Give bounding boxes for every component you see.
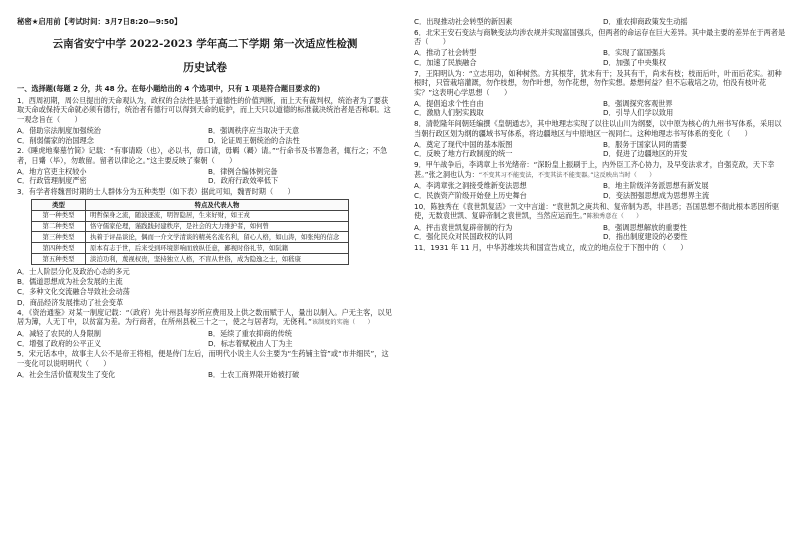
table-cell-desc: 恪守儒家伦理，谨践践封建秩序，是社会的大力维护者，如何曾	[86, 221, 349, 232]
q9-option-c[interactable]: C．民族资产阶级开始登上历史舞台	[414, 190, 527, 200]
question-4-options	[17, 329, 393, 348]
q7-option-b[interactable]: B．强调探究客观世界	[603, 98, 673, 108]
question-8-stem: 8．清乾隆年间朝廷编撰《皇朝通志》，其中地理志实现了以往以山川为纲要，以中原为核心的九州书写体系，采用以当朝行政区划为纲的疆域书写体系，将边疆地区与中原地区一视同仁。这种地理志书写体系的变化（ ）	[414, 119, 782, 138]
q7-option-c[interactable]: C．激励人们躬实践取	[414, 108, 484, 118]
table-cell-type: 第三种类型	[32, 232, 86, 243]
q4-note: 该制度的实施（ ）	[311, 319, 374, 327]
question-6-stem: 6．北宋王安石变法与商鞅变法均涉农规并实现富国强兵，但两者的命运存在巨大差异。其中最主要的差异在于两者是否（ ）	[414, 27, 786, 47]
question-10-stem	[414, 202, 786, 222]
q10-note: 陈独秀意在（ ）	[586, 213, 643, 221]
table-row	[32, 243, 349, 254]
table-cell-type: 第一种类型	[32, 210, 86, 221]
table-cell-desc: 执着于评品谈论，偶而一介文学清谈的精英名流名利，留心人格，如山涛，如张纯的信念	[86, 232, 349, 243]
table-cell-desc: 淡泊功利，蔑视权贵，坚持独立人格，不盲从世俗，成为隐逸之士，如嵇康	[86, 254, 349, 265]
question-1-stem: 1．西周初期，周公旦提出的天命观认为，政权的合法性是基于道德性的价值判断，而上天有裁判权，统治者为了要获取天命或保持天命就必须有德行，统治者有德行可以得到天命的庇护，而上天只以道德的标准裁决统治者是否称职。这一观念旨在（ ）	[17, 95, 391, 125]
table-cell-type: 第五种类型	[32, 254, 86, 265]
question-4-stem	[17, 308, 393, 328]
q4-text: 4．《资治通鉴》对某一制度记载：“（政府）先计州县每岁所应费用及上供之数而赋于人，量出以制入。户无主客，以见居为簿，人无丁中，以贫富为差。为行商者，在所州县税三十之一，使之与居者均，无侥利。”	[17, 307, 392, 327]
q9-quote: “不变其习不能变法，不变其法不能变器。”这反映出当时（ ）	[478, 171, 656, 179]
q6-option-c[interactable]: C．加速了民族融合	[414, 57, 477, 67]
q7-option-a[interactable]: A．提倡追求个性自由	[414, 98, 484, 108]
question-3-options	[17, 267, 393, 307]
scholar-types-table	[31, 199, 349, 265]
q5-option-b[interactable]: B．士农工商界限开始被打破	[208, 369, 300, 379]
q10-option-a[interactable]: A．抨击袁世凯复辟帝制的行为	[414, 222, 513, 232]
q1-option-c[interactable]: C．削弱儒家的治国理念	[17, 135, 94, 145]
table-cell-desc: 明哲保身之流，随波逐流，明智隐居，生来好财，如王戎	[86, 210, 349, 221]
question-7-stem: 7．王阳明认为：“立志用功，如种树然。方其根芽，犹未有干；及其有干，尚未有枝；枝而后叶，叶而后花实。初种根时，只管栽培灌溉，勿作枝想，勿作叶想，勿作花想，勿作实想。悬想何益？但不忘栽培之功，怕没有枝叶花实？”这表明心学思想（ ）	[414, 68, 782, 98]
table-cell-type: 第四种类型	[32, 243, 86, 254]
q9-option-d[interactable]: D．变法图强思想成为思想界主流	[603, 190, 710, 200]
q1-option-d[interactable]: D．论证周王朝统治的合法性	[208, 135, 300, 145]
question-3-stem: 3．有学者将魏晋时期的士人群体分为五种类型（如下表）据此可知，魏晋时期（ ）	[17, 187, 295, 197]
exam-title: 云南省安宁中学 2022-2023 学年高二下学期 第一次适应性检测	[52, 37, 358, 50]
exam-subject: 历史试卷	[183, 61, 227, 75]
q10-text: 10．陈独秀在《袁世凯复活》一文中言道：“袁世凯之庚共和、复帝制为恶，非昌恶；吾国思想不彻此根本恶因所驱使，无数袁世凯、复辟帝制之袁世凯，当然应运而生。”	[414, 201, 780, 221]
q9-text: 9．甲午战争后，李鸿章上书光绪帝：“深盼皇上振刷于上，内外臣工齐心协力，及早变法求才，自强克敌，天下幸甚。”张之洞也认为：	[414, 160, 775, 179]
q2-option-c[interactable]: C．行政管理制度严密	[17, 176, 87, 186]
question-5-options	[17, 370, 393, 380]
table-cell-type: 第二种类型	[32, 221, 86, 232]
table-row	[32, 221, 349, 232]
q1-option-b[interactable]: B．强调秩序应当取决于天意	[208, 125, 300, 135]
right-column	[414, 17, 786, 254]
q6-option-b[interactable]: B．实现了富国强兵	[603, 48, 666, 58]
q9-option-b[interactable]: B．地主阶级洋务派思想有新发展	[603, 181, 709, 191]
question-2-options	[17, 167, 393, 186]
table-row	[32, 232, 349, 243]
q5-option-c[interactable]: C．出现推动社会转型的新因素	[414, 17, 513, 26]
question-5-options-cont	[414, 17, 786, 27]
q3-option-a[interactable]: A．士人阶层分化及政治心态的多元	[17, 266, 130, 276]
q3-option-b[interactable]: B．儒道思想成为社会发展的主流	[17, 277, 123, 287]
q9-option-a[interactable]: A．李鸿章张之洞接受维新变法思想	[414, 181, 527, 191]
question-10-options	[414, 223, 786, 242]
section-heading: 一、选择题(每题 2 分，共 48 分。在每小题给出的 4 个选项中，只有 1 项是符合题目要求的)	[17, 84, 321, 93]
q5-option-a[interactable]: A．社会生活价值观发生了变化	[17, 369, 116, 379]
question-6-options	[414, 48, 786, 67]
left-column	[17, 17, 393, 380]
q3-option-d[interactable]: D．商品经济发展推动了社会变革	[17, 297, 124, 307]
q4-option-c[interactable]: C．增强了政府的公平正义	[17, 338, 102, 348]
question-7-options	[414, 99, 786, 118]
q8-option-d[interactable]: D．促进了边疆地区的开发	[603, 149, 688, 159]
q8-option-c[interactable]: C．反映了地方行政制度的统一	[414, 149, 513, 159]
q10-option-d[interactable]: D．指出制度建设的必要性	[603, 232, 688, 242]
q7-option-d[interactable]: D．引导人们学以致用	[603, 108, 674, 118]
table-cell-desc: 原本有志于世，后来受到环境影响而放纵任意，鄙视时俗礼节，如阮籍	[86, 243, 349, 254]
q5-option-d[interactable]: D．重农抑商政策发生动摇	[603, 17, 688, 26]
question-1-options	[17, 126, 393, 145]
q10-option-c[interactable]: C．强化民众对民国政权的认同	[414, 232, 513, 242]
q4-option-b[interactable]: B．延续了重农抑商的传统	[208, 328, 292, 338]
question-9-stem	[414, 160, 786, 180]
question-9-options	[414, 181, 786, 200]
q6-option-d[interactable]: D．加强了中央集权	[603, 57, 667, 67]
q6-option-a[interactable]: A．推动了社会转型	[414, 48, 477, 58]
question-2-stem: 2.《睡虎地秦墓竹简》记载：“有事请殴（也），必以书，毋口请，毋羁（羇）请。”“行命书及书署急者，辄行之；不急者，日觱（毕），勿敢留。留者以律论之。”这主要反映了秦朝（ ）	[17, 146, 388, 166]
q2-option-d[interactable]: D．政府行政效率低下	[208, 176, 279, 186]
q2-option-a[interactable]: A．地方官吏主权较小	[17, 166, 87, 176]
table-row	[32, 254, 349, 265]
q8-option-b[interactable]: B．服务于国家认同的需要	[603, 139, 687, 149]
table-row	[32, 210, 349, 221]
q2-option-b[interactable]: B．律例合编体例完备	[208, 166, 278, 176]
q1-option-a[interactable]: A．借助宗法制度加强统治	[17, 125, 101, 135]
table-header-desc: 特点及代表人物	[86, 199, 349, 210]
q10-option-b[interactable]: B．强调思想解放的重要性	[603, 222, 687, 232]
q4-option-d[interactable]: D．标志着赋税由人丁为主	[208, 338, 293, 348]
secret-notice: 秘密★启用前【考试时间：3月7日8:20—9:50】	[17, 17, 182, 26]
q3-option-c[interactable]: C．多种文化交流融合导致社会动荡	[17, 287, 130, 297]
question-8-options	[414, 140, 786, 159]
q8-option-a[interactable]: A．奠定了现代中国的基本版图	[414, 139, 513, 149]
question-5-stem: 5．宋元话本中，故事主人公不是帝王将相，便是侍门左后，而明代小说主人公主要为“生药铺主管”或“市井细民”，这一变化可以说明明代（ ）	[17, 349, 389, 368]
q4-option-a[interactable]: A．减轻了农民的人身限制	[17, 328, 101, 338]
question-11-stem: 11．1931 年 11 月，中华苏维埃共和国宣告成立，成立的地点位于下图中的（ ）	[414, 243, 688, 253]
table-header-type: 类型	[32, 199, 86, 210]
